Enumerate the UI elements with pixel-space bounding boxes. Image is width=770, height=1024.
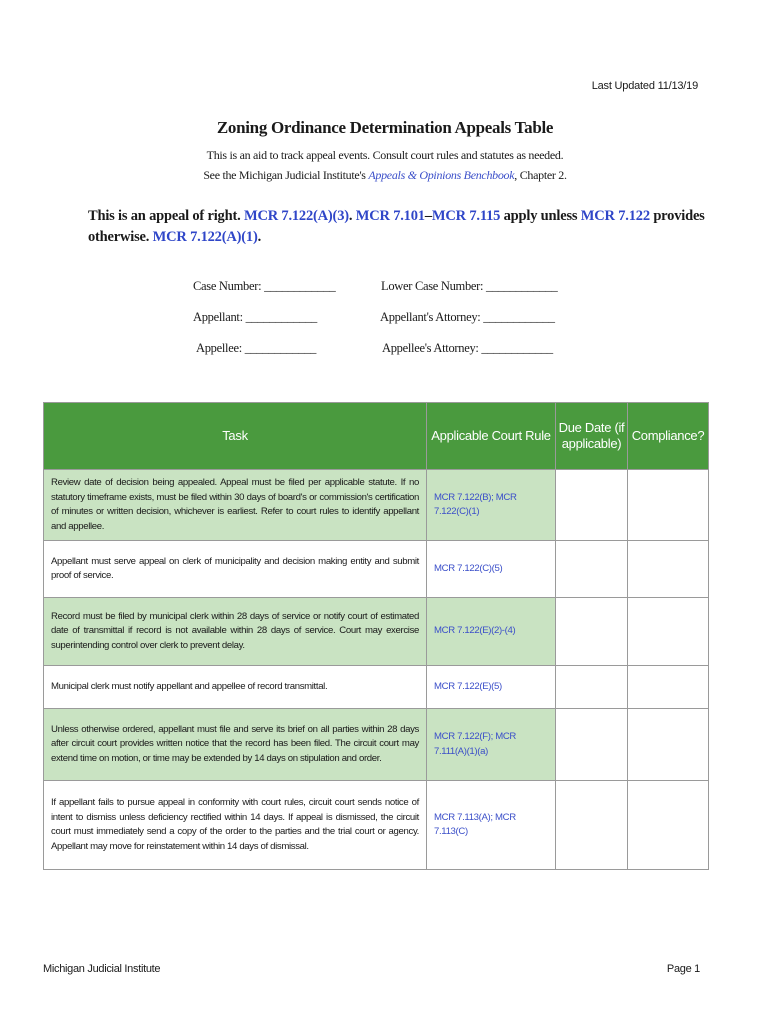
task-cell: If appellant fails to pursue appeal in conformity with court rules, circuit court sends notice of intent to dismiss unless deficiency rectified within 14 days. If appeal is dismissed, the circuit court must immediately send a copy of the order to the parties and the trial court or agency. Appellant may move for reinstatement within 14 days of dismissal. <box>44 781 427 870</box>
note-text: apply unless <box>500 208 581 224</box>
header-task: Task <box>44 403 427 470</box>
appellants-attorney-field[interactable]: Appellant's Attorney: ____________ <box>380 310 555 324</box>
due-date-cell[interactable] <box>556 781 628 870</box>
note-text: provides otherwise. <box>88 208 705 245</box>
table-row <box>44 666 709 709</box>
last-updated-date: Last Updated 11/13/19 <box>591 80 698 92</box>
appellees-attorney-field[interactable]: Appellee's Attorney: ____________ <box>382 341 553 355</box>
due-date-cell[interactable] <box>556 709 628 781</box>
note-text: . <box>257 229 262 245</box>
compliance-cell[interactable] <box>628 709 709 781</box>
cite-link-mcr-7-115[interactable]: MCR 7.115 <box>431 208 501 224</box>
appeal-of-right-note <box>88 206 728 248</box>
due-date-cell[interactable] <box>556 470 628 541</box>
due-date-cell[interactable] <box>556 598 628 666</box>
appellee-field[interactable]: Appellee: ____________ <box>196 341 317 355</box>
note-text: – <box>424 208 432 224</box>
due-date-cell[interactable] <box>556 666 628 709</box>
appellant-field[interactable]: Appellant: ____________ <box>193 310 317 324</box>
task-cell: Review date of decision being appealed. Appeal must be filed per applicable statute. If no statutory timeframe exists, must be filed within 30 days of board's or commission's certification of minutes or written decision, whichever is earliest. Refer to court rules to identify appellant and appellee. <box>44 470 427 541</box>
note-text: . <box>348 208 356 224</box>
benchbook-link[interactable]: Appeals & Opinions Benchbook <box>368 168 515 182</box>
court-rule-cell[interactable]: MCR 7.113(A); MCR 7.113(C) <box>427 781 556 870</box>
task-cell: Municipal clerk must notify appellant and appellee of record transmittal. <box>44 666 427 709</box>
page-title: Zoning Ordinance Determination Appeals Table <box>216 118 554 137</box>
table-row <box>44 541 709 598</box>
compliance-cell[interactable] <box>628 541 709 598</box>
table-header-row <box>44 403 709 470</box>
court-rule-cell[interactable]: MCR 7.122(C)(5) <box>427 541 556 598</box>
header-compliance: Compliance? <box>628 403 709 470</box>
table-row <box>44 781 709 870</box>
subtitle-prefix: See the Michigan Judicial Institute's <box>203 168 369 182</box>
table-row <box>44 598 709 666</box>
cite-link-mcr-7-122[interactable]: MCR 7.122 <box>580 208 650 224</box>
table-row <box>44 709 709 781</box>
cite-link-mcr-7-101[interactable]: MCR 7.101 <box>355 208 425 224</box>
compliance-cell[interactable] <box>628 598 709 666</box>
header-court-rule: Applicable Court Rule <box>427 403 556 470</box>
compliance-cell[interactable] <box>628 470 709 541</box>
header-due-date: Due Date (if applicable) <box>556 403 628 470</box>
task-cell: Unless otherwise ordered, appellant must file and serve its brief on all parties within 28 days after circuit court provides written notice that the record has been filed. The circuit court may extend time on motion, or time may be extended by 14 days on stipulation and order. <box>44 709 427 781</box>
footer-institute-name: Michigan Judicial Institute <box>43 963 161 975</box>
footer-page-number: Page 1 <box>666 963 700 975</box>
subtitle-line-2 <box>0 168 770 183</box>
subtitle-suffix: , Chapter 2. <box>514 168 567 182</box>
due-date-cell[interactable] <box>556 541 628 598</box>
cite-link-mcr-7-122-a-1[interactable]: MCR 7.122(A)(1) <box>152 229 258 245</box>
note-text: This is an appeal of right. <box>88 208 244 224</box>
task-cell: Appellant must serve appeal on clerk of municipality and decision making entity and submit proof of service. <box>44 541 427 598</box>
task-cell: Record must be filed by municipal clerk within 28 days of service or notify court of estimated date of transmittal if record is not available within 28 days of service. Court may exercise superintending control over clerk to prevent delay. <box>44 598 427 666</box>
case-number-field[interactable]: Case Number: ____________ <box>193 279 336 293</box>
lower-case-number-field[interactable]: Lower Case Number: ____________ <box>381 279 558 293</box>
court-rule-cell[interactable]: MCR 7.122(E)(5) <box>427 666 556 709</box>
appeals-table <box>43 402 709 870</box>
court-rule-cell[interactable]: MCR 7.122(B); MCR 7.122(C)(1) <box>427 470 556 541</box>
court-rule-cell[interactable]: MCR 7.122(F); MCR 7.111(A)(1)(a) <box>427 709 556 781</box>
cite-link-mcr-7-122-a-3[interactable]: MCR 7.122(A)(3) <box>243 208 349 224</box>
table-row <box>44 470 709 541</box>
court-rule-cell[interactable]: MCR 7.122(E)(2)-(4) <box>427 598 556 666</box>
subtitle-line-1: This is an aid to track appeal events. Consult court rules and statutes as needed. <box>206 148 564 162</box>
compliance-cell[interactable] <box>628 781 709 870</box>
compliance-cell[interactable] <box>628 666 709 709</box>
